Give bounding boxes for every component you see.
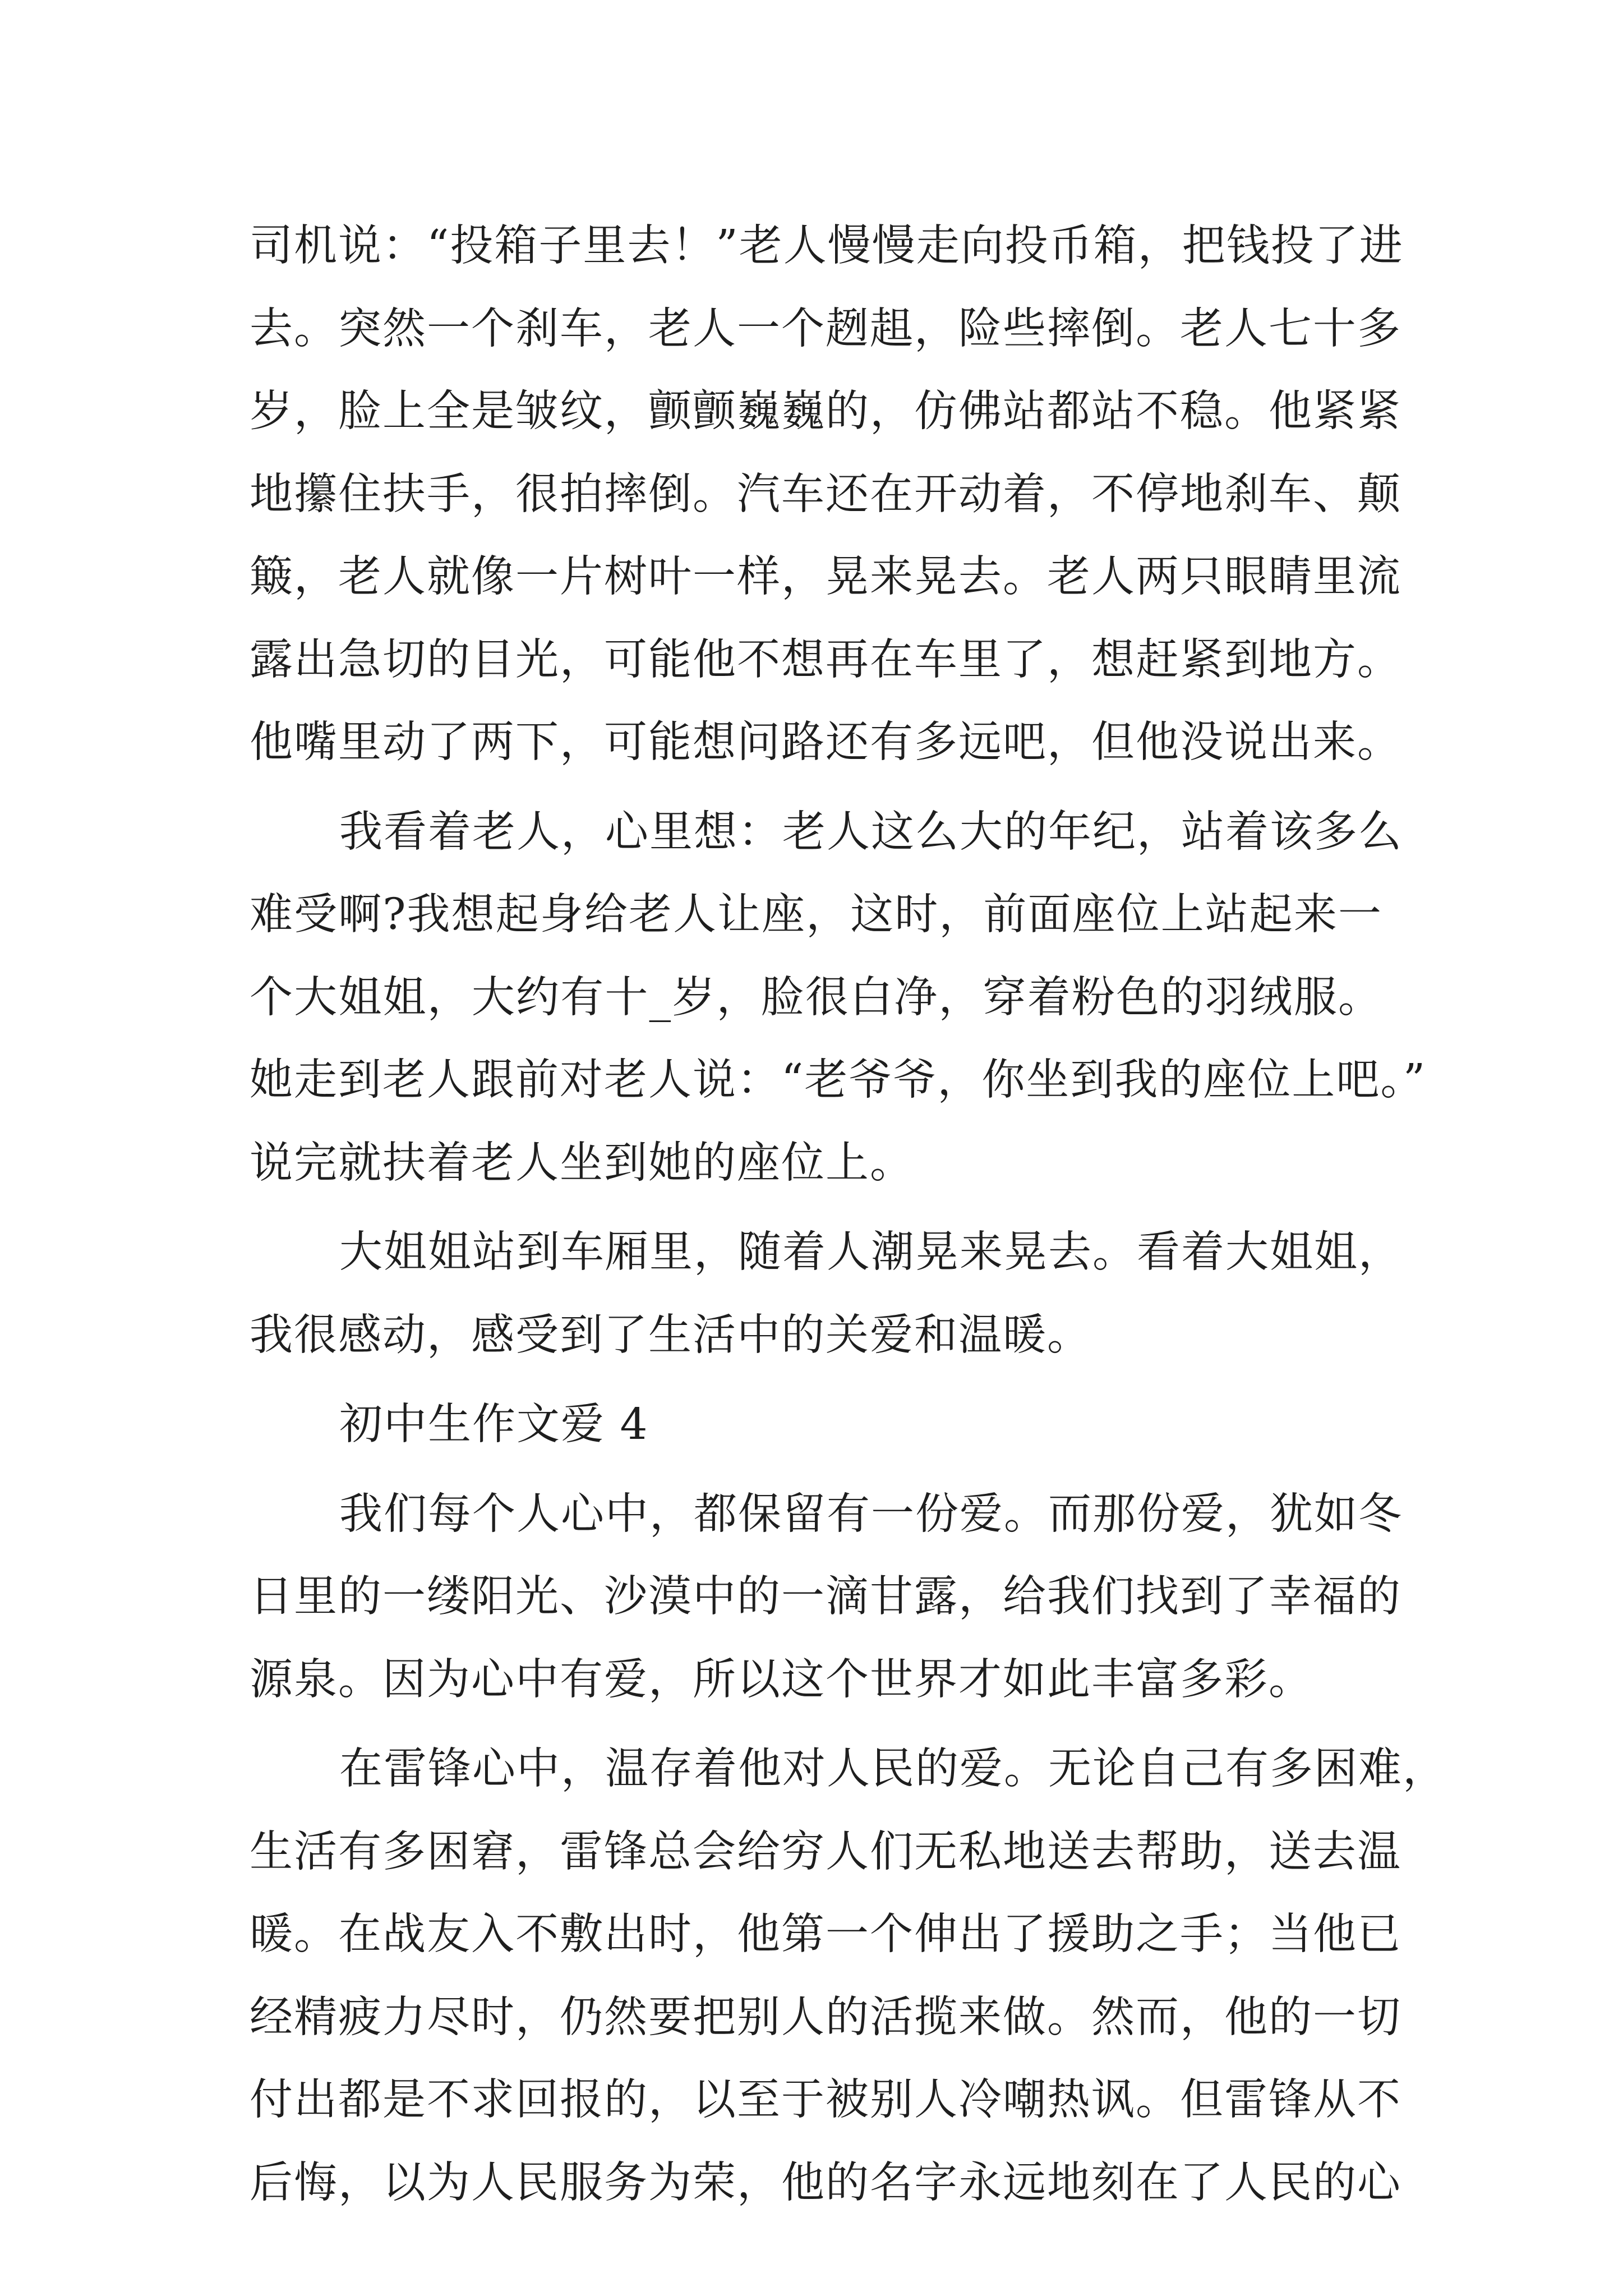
text-line: 岁，脸上全是皱纹，颤颤巍巍的，仿佛站都站不稳。他紧紧 (250, 386, 1401, 436)
text-line: 个大姐姐，大约有十_岁，脸很白净，穿着粉色的羽绒服。 (250, 972, 1382, 1023)
text-line: 源泉。因为心中有爱，所以这个世界才如此丰富多彩。 (250, 1654, 1313, 1705)
essay-body (250, 205, 1447, 2224)
text-line: 露出急切的目光，可能他不想再在车里了，想赶紧到地方。 (250, 634, 1401, 685)
text-line: 簸，老人就像一片树叶一样，晃来晃去。老人两只眼睛里流 (250, 552, 1401, 602)
text-line: 付出都是不求回报的，以至于被别人冷嘲热讽。但雷锋从不 (250, 2075, 1401, 2125)
text-line: 司机说：“投箱子里去！”老人慢慢走向投币箱，把钱投了进 (250, 221, 1404, 271)
paragraph-first-line: 我看着老人，心里想：老人这么大的年纪，站着该多么 (339, 807, 1403, 857)
paragraph-first-line: 我们每个人心中，都保留有一份爱。而那份爱，犹如冬 (339, 1489, 1403, 1539)
text-line: 我很感动，感受到了生活中的关爱和温暖。 (250, 1310, 1091, 1360)
paragraph-first-line: 在雷锋心中，温存着他对人民的爱。无论自己有多困难， (339, 1744, 1447, 1794)
text-line: 生活有多困窘，雷锋总会给穷人们无私地送去帮助，送去温 (250, 1826, 1401, 1877)
text-line: 后悔，以为人民服务为荣，他的名字永远地刻在了人民的心 (250, 2157, 1401, 2208)
paragraph-first-line: 大姐姐站到车厢里，随着人潮晃来晃去。看着大姐姐， (339, 1227, 1403, 1277)
text-line: 日里的一缕阳光、沙漠中的一滴甘露，给我们找到了幸福的 (250, 1572, 1401, 1622)
text-line: 说完就扶着老人坐到她的座位上。 (250, 1138, 914, 1188)
text-line: 暖。在战友入不敷出时，他第一个伸出了援助之手；当他已 (250, 1910, 1401, 1959)
section-heading: 初中生作文爱 4 (339, 1400, 649, 1450)
text-line: 经精疲力尽时，仍然要把别人的活揽来做。然而，他的一切 (250, 1992, 1401, 2042)
text-line: 他嘴里动了两下，可能想问路还有多远吧，但他没说出来。 (250, 717, 1401, 767)
text-line: 她走到老人跟前对老人说：“老爷爷，你坐到我的座位上吧。” (250, 1055, 1427, 1105)
text-line: 难受啊?我想起身给老人让座，这时，前面座位上站起来一 (250, 890, 1382, 940)
text-line: 去。突然一个刹车，老人一个趔趄，险些摔倒。老人七十多 (250, 303, 1401, 354)
text-line: 地攥住扶手，很拍摔倒。汽车还在开动着，不停地刹车、颠 (250, 469, 1401, 519)
